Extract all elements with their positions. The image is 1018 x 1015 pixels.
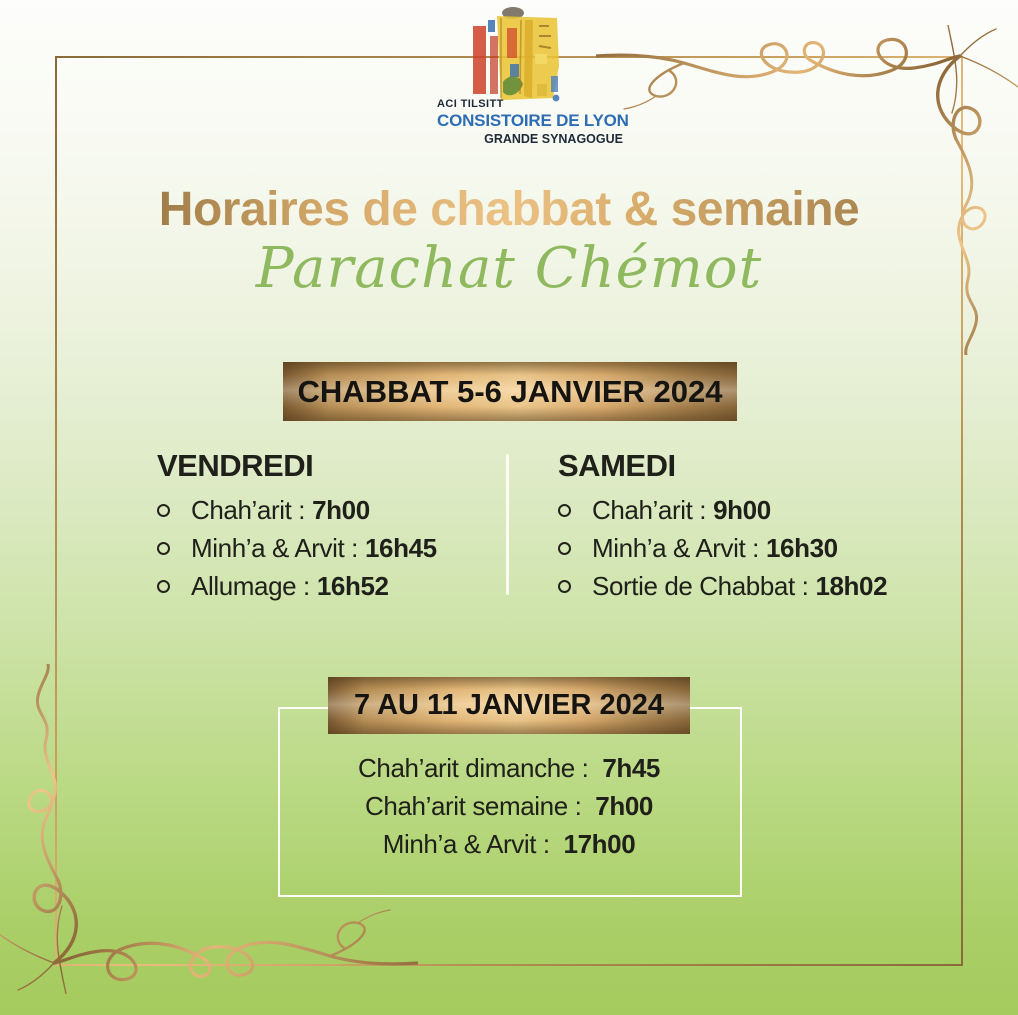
list-item <box>558 529 887 567</box>
item-time: 9h00 <box>713 494 771 525</box>
item-time: 17h00 <box>563 829 636 859</box>
samedi-column <box>558 448 887 605</box>
week-schedule-lines <box>0 749 1018 863</box>
week-date-banner: 7 AU 11 JANVIER 2024 <box>328 677 690 734</box>
column-divider <box>506 454 509 595</box>
bullet-icon <box>157 542 170 555</box>
bullet-icon <box>558 542 571 555</box>
item-time: 16h52 <box>316 570 389 601</box>
list-item <box>558 491 887 529</box>
chabbat-date-banner: CHABBAT 5-6 JANVIER 2024 <box>283 362 737 421</box>
item-time: 7h00 <box>595 791 653 821</box>
item-label: Minh’a & Arvit : <box>592 532 759 563</box>
logo-text-block <box>437 98 629 146</box>
item-label: Minh’a & Arvit : <box>382 829 550 859</box>
list-item <box>157 529 437 567</box>
page-title: Horaires de chabbat & semaine <box>0 182 1018 237</box>
item-label: Chah’arit : <box>592 494 707 525</box>
list-item <box>157 491 437 529</box>
list-item <box>0 787 1018 825</box>
vendredi-column <box>157 448 437 605</box>
bullet-icon <box>157 504 170 517</box>
list-item <box>558 567 887 605</box>
item-time: 7h00 <box>312 494 370 525</box>
item-time: 16h45 <box>365 532 437 563</box>
samedi-heading: SAMEDI <box>558 448 676 483</box>
item-time: 18h02 <box>815 570 888 601</box>
list-item <box>0 749 1018 787</box>
logo-consistoire: CONSISTOIRE DE LYON <box>437 111 629 130</box>
item-time: 16h30 <box>766 532 838 563</box>
bullet-icon <box>157 580 170 593</box>
item-time: 7h45 <box>602 753 660 783</box>
logo-aci-tilsitt: ACI TILSITT <box>437 98 504 110</box>
item-label: Sortie de Chabbat : <box>592 570 809 601</box>
logo-grande-synagogue: GRANDE SYNAGOGUE <box>484 132 623 146</box>
bullet-icon <box>558 504 571 517</box>
parasha-subtitle: Parachat Chémot <box>255 236 763 301</box>
list-item <box>157 567 437 605</box>
item-label: Chah’arit : <box>191 494 306 525</box>
vendredi-heading: VENDREDI <box>157 448 314 483</box>
list-item <box>0 825 1018 863</box>
item-label: Allumage : <box>191 570 310 601</box>
item-label: Minh’a & Arvit : <box>191 532 358 563</box>
synagogue-logo-icon <box>463 6 571 106</box>
item-label: Chah’arit semaine : <box>365 791 582 821</box>
bullet-icon <box>558 580 571 593</box>
item-label: Chah’arit dimanche : <box>358 753 589 783</box>
